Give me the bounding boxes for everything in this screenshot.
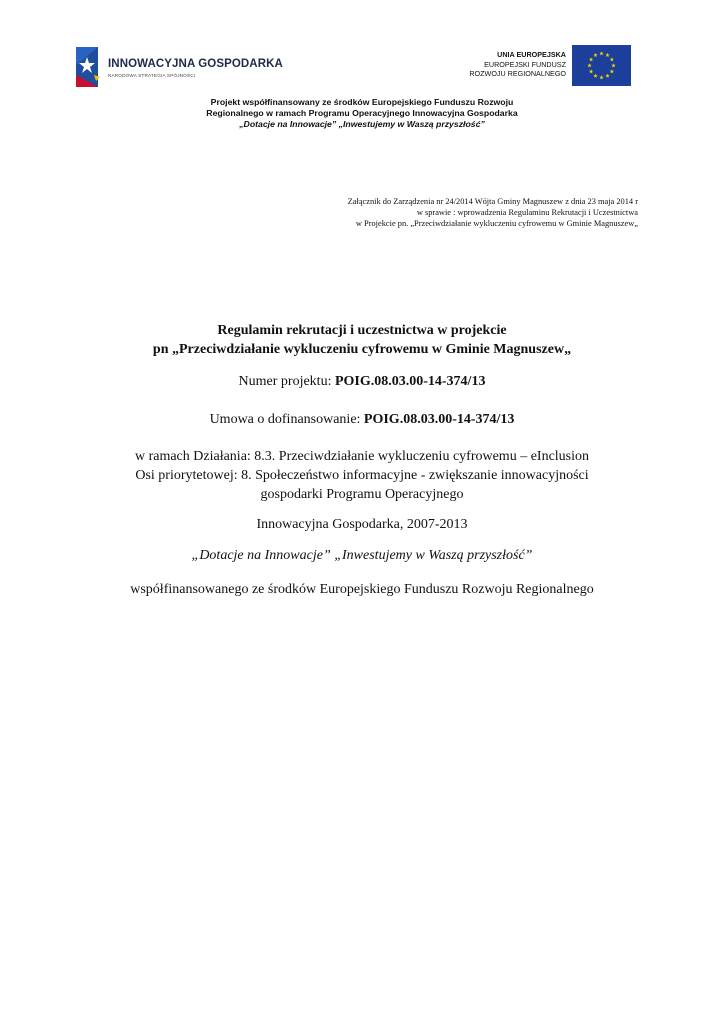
program-name: Innowacyjna Gospodarka, 2007-2013	[256, 517, 468, 532]
title-line-2: pn „Przeciwdziałanie wykluczeniu cyfrowemu w Gminie Magnuszew„	[152, 341, 572, 357]
header-line-3: „Dotacje na Innowacje” „Inwestujemy w Waszą przyszłość”	[239, 119, 485, 129]
eu-fund-line2: ROZWOJU REGIONALNEGO	[469, 69, 566, 78]
innowacyjna-gospodarka-logo	[74, 45, 283, 89]
annex-line-3: w Projekcie pn. „Przeciwdziałanie wykluczeniu cyfrowemu w Gminie Magnuszew„	[355, 219, 638, 228]
document-title	[0, 322, 724, 359]
contract-number-label: Umowa o dofinansowanie:	[209, 412, 364, 427]
cofinancing-header	[0, 97, 724, 130]
innovation-star-icon	[74, 45, 102, 89]
logo-brand-text: INNOWACYJNA GOSPODARKA	[108, 58, 283, 70]
logo-tagline: NARODOWA STRATEGIA SPÓJNOŚCI	[108, 73, 196, 78]
cofinance-statement: współfinansowanego ze środków Europejskiego Funduszu Rozwoju Regionalnego	[130, 582, 594, 597]
action-description	[0, 447, 724, 504]
eu-title: UNIA EUROPEJSKA	[497, 50, 566, 59]
action-line-3: gospodarki Programu Operacyjnego	[260, 487, 464, 502]
annex-line-2: w sprawie : wprowadzenia Regulaminu Rekrutacji i Uczestnictwa	[416, 208, 638, 217]
project-number-value: POIG.08.03.00-14-374/13	[334, 374, 486, 389]
action-line-1: w ramach Działania: 8.3. Przeciwdziałanie wykluczeniu cyfrowemu – eInclusion	[134, 449, 590, 464]
header-line-1: Projekt współfinansowany ze środków Europejskiego Funduszu Rozwoju	[210, 97, 514, 107]
contract-number-value: POIG.08.03.00-14-374/13	[363, 412, 515, 427]
eu-flag-icon	[572, 45, 631, 86]
annex-line-1: Załącznik do Zarządzenia nr 24/2014 Wójta Gminy Magnuszew z dnia 23 maja 2014 r	[347, 197, 638, 206]
annex-note	[348, 196, 638, 229]
project-number-line	[0, 374, 724, 390]
action-line-2: Osi priorytetowej: 8. Społeczeństwo informacyjne - zwiększanie innowacyjności	[135, 468, 589, 483]
slogan: „Dotacje na Innowacje” „Inwestujemy w Waszą przyszłość”	[191, 548, 533, 563]
project-number-label: Numer projektu:	[238, 374, 335, 389]
eu-fund-line1: EUROPEJSKI FUNDUSZ	[484, 59, 566, 69]
title-line-1: Regulamin rekrutacji i uczestnictwa w projekcie	[217, 323, 507, 338]
header-line-2: Regionalnego w ramach Programu Operacyjnego Innowacyjna Gospodarka	[206, 108, 518, 118]
contract-number-line	[0, 412, 724, 428]
eu-logo-text	[469, 50, 566, 79]
